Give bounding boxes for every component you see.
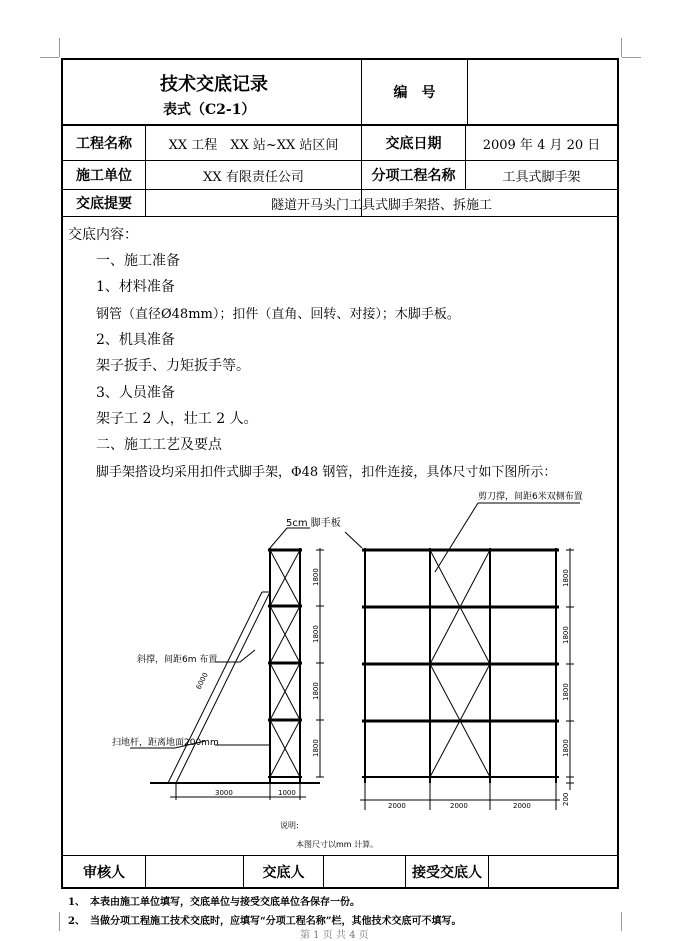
project-name-value: XX 工程 XX 站~XX 站区间: [168, 137, 339, 153]
content-line: 二、施工工艺及要点: [96, 437, 222, 453]
content-line: 2、机具准备: [96, 332, 175, 348]
note-line: 1、 本表由施工单位填写，交底单位与接受交底单位各保存一份。: [68, 897, 360, 908]
subproject-label: 分项工程名称: [371, 168, 456, 184]
cross-brace-label: 剪刀撑，间距6米双侧布置: [478, 492, 583, 502]
unit-value: XX 有限责任公司: [203, 169, 304, 185]
right-height-dim: 1800: [562, 626, 570, 644]
content-line: 一、施工准备: [96, 253, 180, 269]
left-height-dim: 1800: [312, 625, 320, 643]
sweep-label: 扫地杆，距离地面200mm: [112, 738, 219, 748]
reviewer-label: 审核人: [83, 864, 125, 881]
bottom-dim: 2000: [450, 802, 468, 810]
form-code: 表式（C2-1）: [163, 102, 256, 118]
discloser-field[interactable]: [324, 856, 405, 887]
bottom-dim: 3000: [215, 789, 233, 797]
receiver-label: 接受交底人: [412, 864, 482, 881]
right-height-dim: 1800: [562, 569, 570, 587]
left-height-dim: 1800: [312, 568, 320, 586]
form-title: 技术交底记录: [160, 74, 268, 95]
unit-label: 施工单位: [76, 168, 132, 184]
right-height-dim: 200: [562, 792, 570, 806]
right-height-dim: 1800: [562, 683, 570, 701]
bottom-dim: 1000: [278, 789, 296, 797]
content-intro: 交底内容：: [68, 227, 138, 243]
content-line: 3、人员准备: [96, 385, 175, 401]
number-label: 编 号: [393, 85, 436, 101]
content-line: 脚手架搭设均采用扣件式脚手架，Φ48 钢管，扣件连接，具体尺寸如下图所示：: [96, 465, 557, 480]
subproject-value: 工具式脚手架: [502, 169, 581, 185]
plank-label: 5cm 脚手板: [286, 518, 341, 529]
reviewer-field[interactable]: [146, 856, 243, 887]
content-line: 架子扳手、力矩扳手等。: [96, 358, 250, 374]
page-number: 第 1 页 共 4 页: [300, 930, 369, 941]
project-name-label: 工程名称: [76, 136, 132, 152]
content-line: 架子工 2 人，壮工 2 人。: [96, 411, 258, 427]
diagonal-label: 斜撑，间距6m 布置: [137, 655, 218, 665]
right-height-dim: 1800: [562, 739, 570, 757]
summary-label: 交底提要: [76, 196, 132, 212]
length-label: 6000: [194, 671, 210, 691]
note-text: 本图尺寸以mm 计算。: [296, 840, 379, 849]
note-line: 2、 当做分项工程施工技术交底时，应填写“分项工程名称”栏，其他技术交底可不填写。: [68, 916, 462, 927]
content-line: 钢管（直径Ø48mm）；扣件（直角、回转、对接）；木脚手板。: [96, 307, 460, 322]
left-height-dim: 1800: [312, 739, 320, 757]
date-label: 交底日期: [385, 136, 442, 152]
left-height-dim: 1800: [312, 682, 320, 700]
bottom-dim: 2000: [513, 802, 531, 810]
discloser-label: 交底人: [262, 864, 305, 881]
bottom-dim: 2000: [388, 802, 406, 810]
content-line: 1、材料准备: [96, 279, 175, 295]
date-value: 2009 年 4 月 20 日: [482, 137, 601, 153]
note-title: 说明:: [280, 821, 299, 830]
receiver-field[interactable]: [489, 856, 617, 887]
summary-value: 隧道开马头门工具式脚手架搭、拆施工: [270, 197, 492, 213]
